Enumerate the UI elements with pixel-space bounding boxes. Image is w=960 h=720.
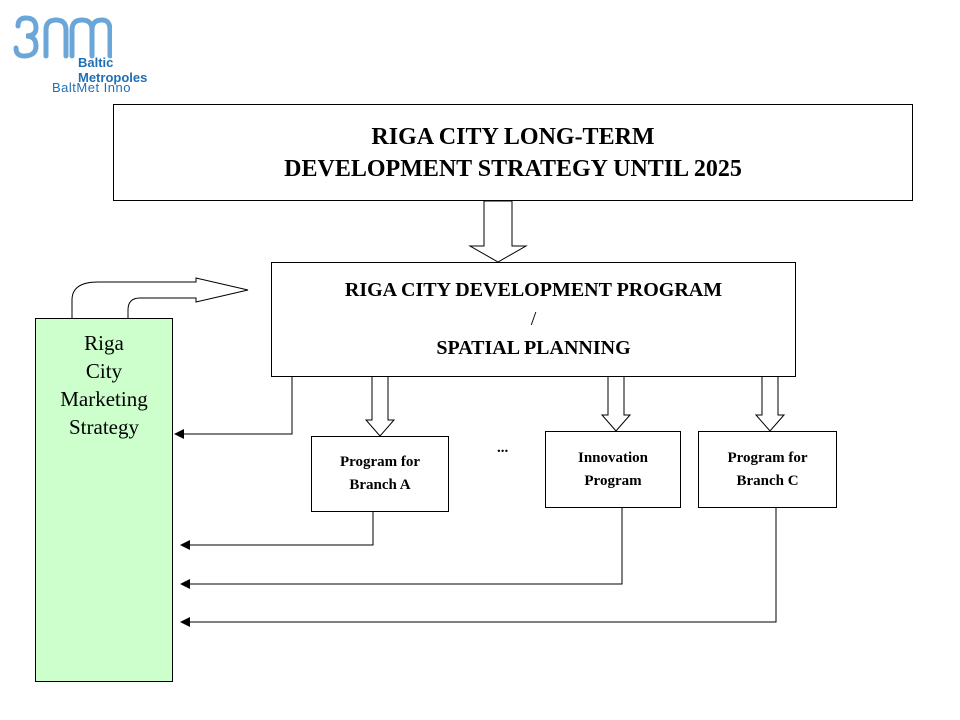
branch-c-feedback-arrowhead <box>180 617 190 627</box>
logo-subtitle: BaltMet Inno <box>52 80 131 95</box>
strategy-title-line1: RIGA CITY LONG-TERM <box>371 123 655 150</box>
branch-a-feedback-line <box>188 511 373 545</box>
marketing-line4: Strategy <box>69 415 139 439</box>
program-title-line3: SPATIAL PLANNING <box>436 337 631 359</box>
innovation-line1: Innovation <box>577 449 649 466</box>
program-title-line2: / <box>530 308 537 330</box>
program-to-branch-a-arrow <box>366 377 394 436</box>
innovation-line2: Program <box>584 472 642 489</box>
branch-c-line1: Program for <box>727 449 808 466</box>
development-program-box <box>271 262 796 377</box>
program-to-branch-c-arrow <box>756 372 784 431</box>
logo-brand-name: Baltic Metropoles <box>78 55 148 85</box>
strategy-to-program-arrow <box>470 201 526 262</box>
branch-a-line1: Program for <box>339 454 421 470</box>
branch-a-box <box>311 436 449 512</box>
innovation-program-box <box>545 431 681 508</box>
branch-c-box <box>698 431 837 508</box>
branch-c-feedback-line <box>188 508 776 622</box>
long-term-strategy-box <box>113 104 913 201</box>
program-to-innovation-arrow <box>602 372 630 431</box>
branch-a-line2: Branch A <box>349 477 411 493</box>
marketing-to-program-arrow <box>72 278 248 318</box>
ellipsis-text: ... <box>497 440 509 456</box>
innovation-feedback-line <box>188 508 622 584</box>
branch-c-line2: Branch C <box>736 472 799 489</box>
strategy-title-line2: DEVELOPMENT STRATEGY UNTIL 2025 <box>284 155 742 182</box>
branch-a-feedback-arrowhead <box>180 540 190 550</box>
marketing-line1: Riga <box>84 331 124 355</box>
program-feedback-line <box>182 377 292 434</box>
marketing-line2: City <box>85 359 123 383</box>
innovation-feedback-arrowhead <box>180 579 190 589</box>
marketing-line3: Marketing <box>60 387 148 411</box>
program-title-line1: RIGA CITY DEVELOPMENT PROGRAM <box>344 279 723 301</box>
program-feedback-arrowhead <box>174 429 184 439</box>
marketing-strategy-box <box>35 318 173 682</box>
